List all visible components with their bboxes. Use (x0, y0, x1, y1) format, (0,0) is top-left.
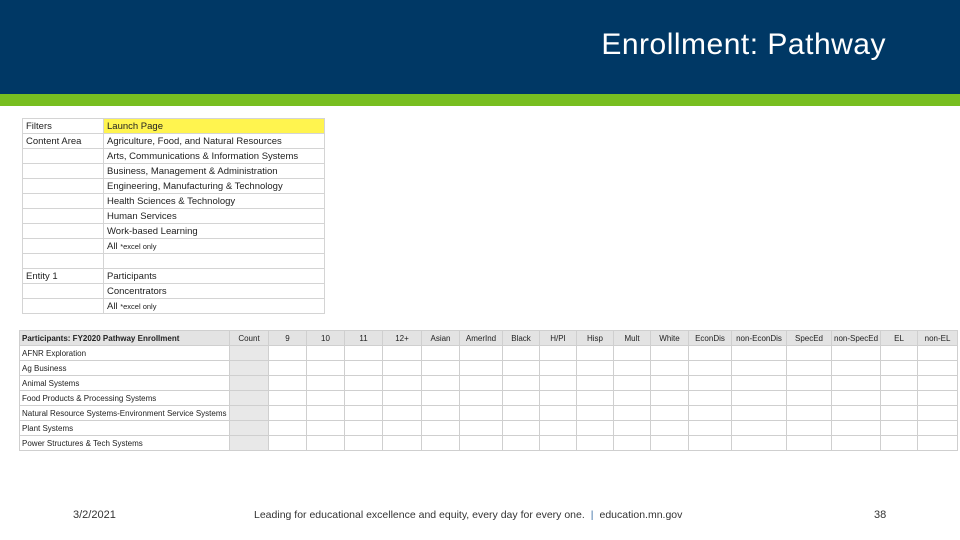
data-cell (307, 391, 345, 406)
filter-row (23, 209, 325, 224)
filter-label-cell (23, 194, 104, 209)
data-cell (269, 391, 307, 406)
data-cell (345, 391, 383, 406)
tagline-text: Leading for educational excellence and equity, every day for every one. (254, 509, 585, 521)
filter-value-cell[interactable]: Launch Page (104, 119, 325, 134)
table-row (20, 391, 958, 406)
data-cell (307, 376, 345, 391)
filter-row (23, 239, 325, 254)
filter-value-cell[interactable]: Health Sciences & Technology (104, 194, 325, 209)
filter-label-cell: Filters (23, 119, 104, 134)
excel-only-note: *excel only (120, 241, 157, 251)
filter-label-cell (23, 164, 104, 179)
data-cell (230, 391, 269, 406)
data-cell (614, 346, 651, 361)
table-row (20, 376, 958, 391)
data-cell (422, 391, 460, 406)
data-cell (651, 346, 689, 361)
column-header: White (651, 331, 689, 346)
data-cell (614, 406, 651, 421)
data-cell (614, 376, 651, 391)
data-cell (832, 376, 881, 391)
filter-label-cell (23, 239, 104, 254)
pathway-name: Food Products & Processing Systems (20, 391, 230, 406)
data-cell (269, 421, 307, 436)
data-cell (540, 361, 577, 376)
site-link[interactable]: education.mn.gov (599, 509, 683, 521)
filters-table (22, 118, 325, 314)
data-cell (577, 436, 614, 451)
data-cell (345, 376, 383, 391)
data-cell (918, 436, 958, 451)
data-cell (307, 421, 345, 436)
filter-row (23, 179, 325, 194)
data-cell (881, 376, 918, 391)
data-cell (540, 406, 577, 421)
data-cell (269, 361, 307, 376)
column-header: Count (230, 331, 269, 346)
data-cell (383, 391, 422, 406)
data-cell (540, 346, 577, 361)
footer-date: 3/2/2021 (73, 509, 116, 521)
data-cell (230, 361, 269, 376)
data-cell (383, 361, 422, 376)
data-cell (460, 361, 503, 376)
participants-table (19, 330, 958, 451)
data-cell (383, 421, 422, 436)
data-cell (881, 436, 918, 451)
column-header: Asian (422, 331, 460, 346)
data-cell (689, 406, 732, 421)
data-cell (881, 346, 918, 361)
data-cell (918, 361, 958, 376)
data-cell (345, 406, 383, 421)
slide-title: Enrollment: Pathway (601, 28, 886, 61)
filter-row (23, 284, 325, 299)
filter-row (23, 134, 325, 149)
data-cell (307, 346, 345, 361)
filter-row (23, 164, 325, 179)
column-header: non-EconDis (732, 331, 787, 346)
data-cell (577, 406, 614, 421)
column-header: H/PI (540, 331, 577, 346)
table-row (20, 436, 958, 451)
data-cell (307, 406, 345, 421)
pathway-name: Natural Resource Systems-Environment Service Systems (20, 406, 230, 421)
data-cell (614, 421, 651, 436)
accent-bar (0, 94, 960, 106)
filter-value-cell[interactable]: Concentrators (104, 284, 325, 299)
data-cell (460, 406, 503, 421)
data-cell (503, 391, 540, 406)
data-cell (269, 346, 307, 361)
data-cell (651, 436, 689, 451)
data-cell (732, 421, 787, 436)
data-cell (787, 376, 832, 391)
data-cell (881, 421, 918, 436)
filter-label-cell (23, 284, 104, 299)
data-cell (383, 376, 422, 391)
footer-separator: | (590, 509, 594, 521)
data-cell (345, 436, 383, 451)
data-cell (689, 421, 732, 436)
footer-tagline (254, 509, 682, 521)
column-header: EconDis (689, 331, 732, 346)
data-cell (460, 346, 503, 361)
column-header: non-EL (918, 331, 958, 346)
data-cell (881, 391, 918, 406)
data-cell (732, 346, 787, 361)
data-cell (422, 421, 460, 436)
column-header: SpecEd (787, 331, 832, 346)
table-row (20, 361, 958, 376)
pathway-name: Power Structures & Tech Systems (20, 436, 230, 451)
data-cell (269, 436, 307, 451)
data-cell (503, 406, 540, 421)
column-header: Black (503, 331, 540, 346)
filter-row (23, 119, 325, 134)
data-cell (787, 421, 832, 436)
pathway-name: Ag Business (20, 361, 230, 376)
data-cell (422, 361, 460, 376)
data-cell (345, 361, 383, 376)
data-cell (460, 421, 503, 436)
data-cell (422, 346, 460, 361)
data-cell (689, 376, 732, 391)
data-cell (689, 346, 732, 361)
data-cell (540, 421, 577, 436)
pathway-name: Animal Systems (20, 376, 230, 391)
filter-label-cell: Content Area (23, 134, 104, 149)
title-band (0, 0, 960, 94)
data-cell (269, 376, 307, 391)
filter-row (23, 254, 325, 269)
data-cell (383, 346, 422, 361)
data-cell (651, 421, 689, 436)
column-header: 11 (345, 331, 383, 346)
data-cell (230, 436, 269, 451)
table-title-header: Participants: FY2020 Pathway Enrollment (20, 331, 230, 346)
data-cell (832, 406, 881, 421)
data-cell (269, 406, 307, 421)
filter-label-cell (23, 149, 104, 164)
data-cell (918, 376, 958, 391)
data-cell (787, 436, 832, 451)
data-cell (881, 406, 918, 421)
all-option: All (107, 300, 118, 312)
data-cell (230, 376, 269, 391)
filter-value-cell (104, 254, 325, 269)
data-cell (787, 346, 832, 361)
filter-label-cell (23, 224, 104, 239)
filter-row (23, 269, 325, 284)
data-cell (732, 436, 787, 451)
filter-label-cell: Entity 1 (23, 269, 104, 284)
data-cell (460, 391, 503, 406)
column-header: 12+ (383, 331, 422, 346)
data-cell (540, 436, 577, 451)
data-cell (832, 391, 881, 406)
filter-row (23, 299, 325, 314)
filter-row (23, 194, 325, 209)
data-cell (918, 346, 958, 361)
data-cell (832, 346, 881, 361)
data-cell (460, 376, 503, 391)
data-cell (422, 376, 460, 391)
data-cell (230, 421, 269, 436)
column-header: non-SpecEd (832, 331, 881, 346)
data-cell (787, 391, 832, 406)
filter-value-cell[interactable] (104, 239, 325, 254)
filter-label-cell (23, 299, 104, 314)
table-row (20, 421, 958, 436)
data-cell (732, 391, 787, 406)
data-cell (832, 436, 881, 451)
filter-label-cell (23, 179, 104, 194)
column-header: AmerInd (460, 331, 503, 346)
column-header: Hisp (577, 331, 614, 346)
data-cell (577, 391, 614, 406)
filter-value-cell[interactable]: Work-based Learning (104, 224, 325, 239)
data-cell (651, 406, 689, 421)
data-cell (732, 376, 787, 391)
data-cell (651, 376, 689, 391)
page-number: 38 (874, 509, 887, 521)
filter-value-cell[interactable] (104, 299, 325, 314)
data-cell (577, 361, 614, 376)
data-cell (540, 391, 577, 406)
pathway-name: AFNR Exploration (20, 346, 230, 361)
data-cell (422, 436, 460, 451)
data-cell (540, 376, 577, 391)
excel-only-note: *excel only (120, 301, 157, 311)
all-option: All (107, 240, 118, 252)
data-cell (614, 361, 651, 376)
data-cell (345, 346, 383, 361)
filter-row (23, 224, 325, 239)
data-cell (577, 346, 614, 361)
data-cell (230, 406, 269, 421)
data-cell (832, 421, 881, 436)
filter-row (23, 149, 325, 164)
data-cell (307, 361, 345, 376)
data-cell (689, 391, 732, 406)
data-cell (383, 436, 422, 451)
data-cell (503, 376, 540, 391)
data-cell (345, 421, 383, 436)
data-cell (918, 421, 958, 436)
data-cell (787, 361, 832, 376)
table-row (20, 406, 958, 421)
table-row (20, 346, 958, 361)
column-header: 9 (269, 331, 307, 346)
data-cell (614, 436, 651, 451)
data-cell (918, 391, 958, 406)
filter-value-cell[interactable]: Engineering, Manufacturing & Technology (104, 179, 325, 194)
data-cell (732, 406, 787, 421)
data-cell (732, 361, 787, 376)
data-cell (577, 421, 614, 436)
column-header: Mult (614, 331, 651, 346)
filter-label-cell (23, 254, 104, 269)
data-cell (689, 361, 732, 376)
data-cell (577, 376, 614, 391)
filter-label-cell (23, 209, 104, 224)
data-cell (503, 346, 540, 361)
filter-value-cell[interactable]: Human Services (104, 209, 325, 224)
data-cell (230, 346, 269, 361)
data-cell (881, 361, 918, 376)
data-cell (460, 436, 503, 451)
data-cell (787, 406, 832, 421)
pathway-name: Plant Systems (20, 421, 230, 436)
filter-value-cell[interactable]: Business, Management & Administration (104, 164, 325, 179)
data-cell (651, 361, 689, 376)
data-cell (307, 436, 345, 451)
data-cell (422, 406, 460, 421)
filter-value-cell[interactable]: Participants (104, 269, 325, 284)
data-cell (383, 406, 422, 421)
data-cell (503, 421, 540, 436)
data-cell (832, 361, 881, 376)
data-cell (689, 436, 732, 451)
filter-value-cell[interactable]: Arts, Communications & Information Systems (104, 149, 325, 164)
column-header: 10 (307, 331, 345, 346)
filter-value-cell[interactable]: Agriculture, Food, and Natural Resources (104, 134, 325, 149)
data-cell (503, 436, 540, 451)
data-cell (503, 361, 540, 376)
data-cell (651, 391, 689, 406)
data-cell (918, 406, 958, 421)
column-header: EL (881, 331, 918, 346)
data-cell (614, 391, 651, 406)
